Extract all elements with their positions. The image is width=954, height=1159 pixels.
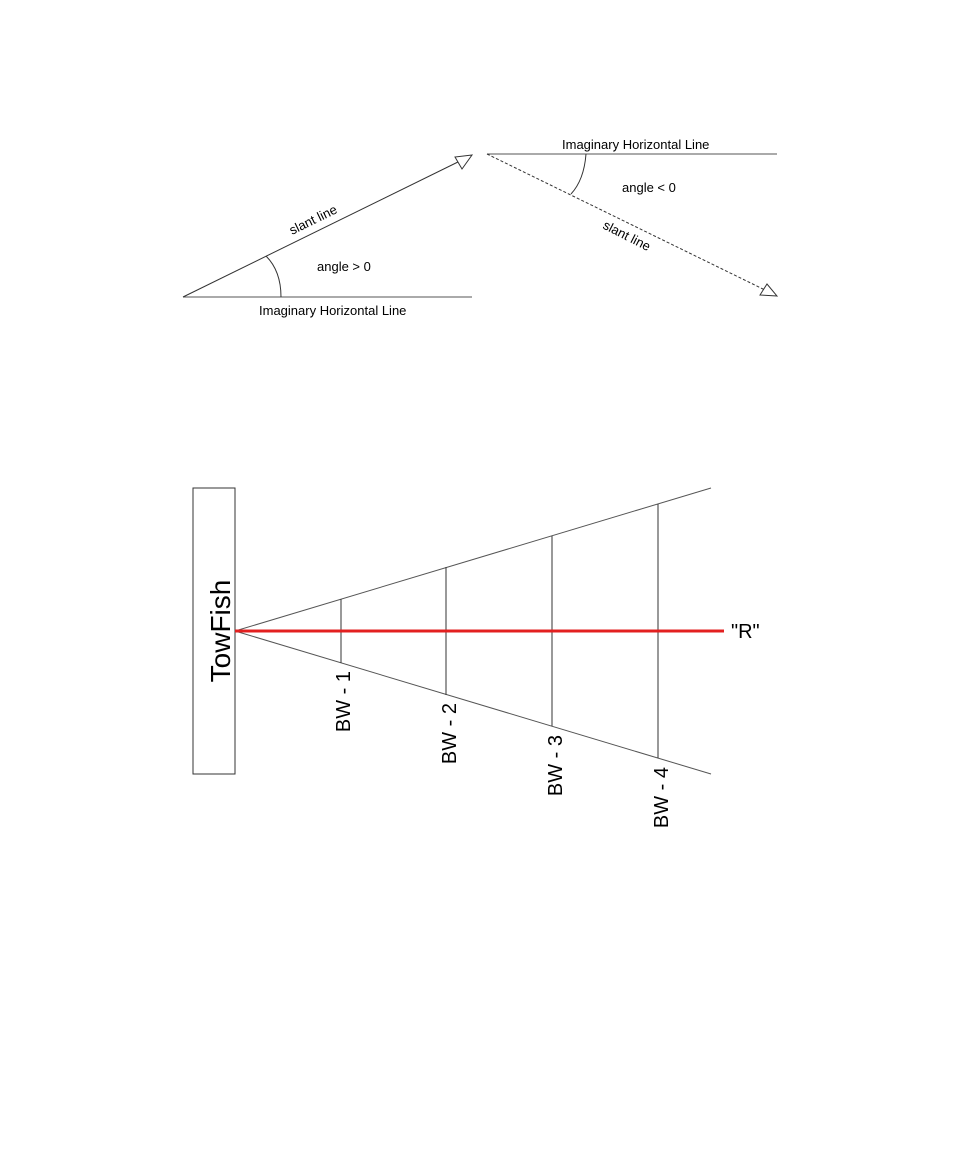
slant-line-right	[487, 154, 765, 290]
angle-arc-right	[571, 154, 586, 194]
angle-label-left: angle > 0	[317, 259, 371, 274]
beam-width-label-4: BW - 4	[651, 767, 673, 829]
negative-angle-diagram	[487, 137, 777, 296]
horizontal-line-label-right: Imaginary Horizontal Line	[562, 137, 710, 152]
beam-lower-edge	[235, 631, 711, 774]
angle-label-right: angle < 0	[622, 180, 676, 195]
beam-width-label-3: BW - 3	[545, 735, 567, 797]
positive-angle-diagram	[183, 155, 472, 318]
beam-width-label-2: BW - 2	[439, 703, 461, 765]
beam-upper-edge	[235, 488, 711, 631]
beam-diagram	[193, 488, 760, 828]
beam-width-label-1: BW - 1	[333, 671, 355, 733]
horizontal-line-label-left: Imaginary Horizontal Line	[259, 303, 407, 318]
slant-line-left	[183, 160, 462, 297]
slant-line-label-left: slant line	[286, 201, 340, 238]
arrowhead-left	[455, 155, 472, 169]
arrowhead-right	[760, 284, 777, 296]
range-label: "R"	[731, 621, 760, 643]
towfish-label: TowFish	[205, 579, 236, 683]
angle-arc-left	[266, 256, 281, 297]
slant-line-label-right: slant line	[600, 217, 654, 254]
